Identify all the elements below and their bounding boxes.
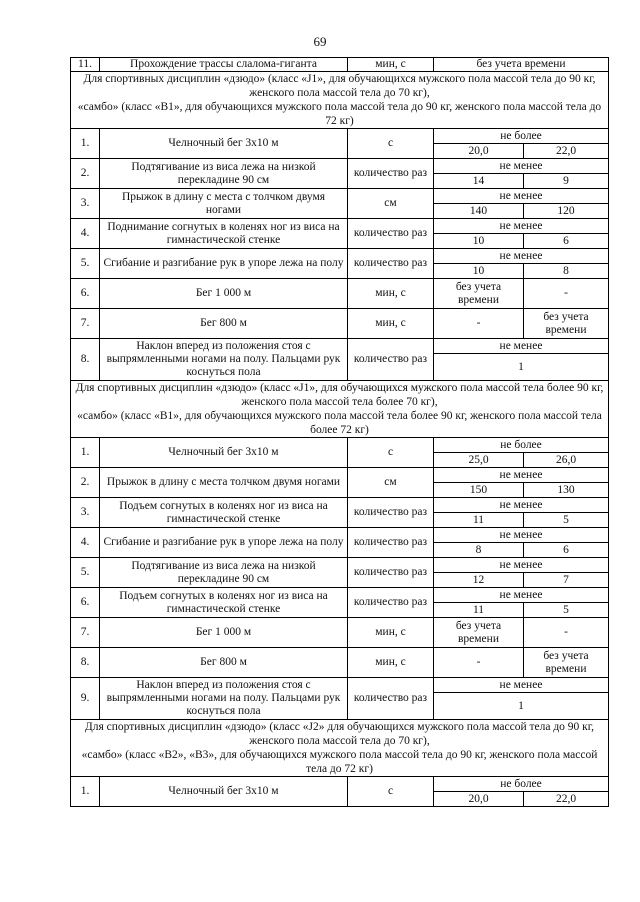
exercise-name: Бег 800 м — [100, 648, 348, 678]
row-number: 1. — [71, 777, 100, 807]
exercise-name: Прыжок в длину с места толчком двумя ногами — [100, 468, 348, 498]
unit-cell: количество раз — [348, 159, 434, 189]
exercise-name: Подъем согнутых в коленях ног из виса на гимнастической стенке — [100, 588, 348, 618]
exercise-name: Бег 1 000 м — [100, 279, 348, 309]
value-cell: 10 — [434, 234, 524, 249]
limit-label: не менее — [434, 339, 609, 354]
table-row — [71, 438, 609, 453]
value-cell: 6 — [524, 543, 609, 558]
unit-cell: мин, с — [348, 648, 434, 678]
section-header-line: Для спортивных дисциплин «дзюдо» (класс «J2» для обучающихся мужского пола массой тела до 90 кг, женского пола массой тела до 70 кг), — [84, 721, 595, 747]
value-cell: - — [524, 618, 609, 648]
value-cell: 20,0 — [434, 792, 524, 807]
row-number: 11. — [71, 58, 100, 72]
limit-label: не менее — [434, 528, 609, 543]
limit-label: не менее — [434, 588, 609, 603]
unit-cell: количество раз — [348, 588, 434, 618]
unit-cell: количество раз — [348, 558, 434, 588]
value-cell: 1 — [434, 693, 609, 720]
row-number: 5. — [71, 249, 100, 279]
value-cell: 22,0 — [524, 144, 609, 159]
unit-cell: количество раз — [348, 678, 434, 720]
exercise-name: Сгибание и разгибание рук в упоре лежа на полу — [100, 249, 348, 279]
row-number: 2. — [71, 159, 100, 189]
row-number: 3. — [71, 189, 100, 219]
section-header-row — [71, 720, 609, 777]
row-number: 8. — [71, 648, 100, 678]
limit-label: не менее — [434, 159, 609, 174]
unit-cell: количество раз — [348, 498, 434, 528]
section-header — [71, 72, 609, 129]
exercise-name: Прохождение трассы слалома-гиганта — [100, 58, 348, 72]
exercise-name: Бег 1 000 м — [100, 618, 348, 648]
section-header-row — [71, 381, 609, 438]
row-number: 6. — [71, 279, 100, 309]
table-row — [71, 558, 609, 573]
table-row — [71, 249, 609, 264]
exercise-name: Наклон вперед из положения стоя с выпрямленными ногами на полу. Пальцами рук коснуться пола — [100, 339, 348, 381]
value-cell: 12 — [434, 573, 524, 588]
value-cell: 5 — [524, 513, 609, 528]
limit-label: не менее — [434, 498, 609, 513]
unit-cell: с — [348, 129, 434, 159]
value-cell: 7 — [524, 573, 609, 588]
unit-cell: мин, с — [348, 279, 434, 309]
table-row — [71, 468, 609, 483]
value-cell: 120 — [524, 204, 609, 219]
unit-cell: см — [348, 468, 434, 498]
table-row — [71, 189, 609, 204]
value-cell: 8 — [524, 264, 609, 279]
section-header-line: «самбо» (класс «B2», «B3», для обучающихся мужского пола массой тела до 90 кг, женского пола массой тела до 72 кг) — [81, 749, 598, 775]
section-header-line: Для спортивных дисциплин «дзюдо» (класс «J1», для обучающихся мужского пола массой тела более 90 кг, женского пола массой тела более 70 кг), — [75, 382, 604, 408]
limit-label: не более — [434, 438, 609, 453]
table-row — [71, 588, 609, 603]
value-cell: 140 — [434, 204, 524, 219]
value-cell: 20,0 — [434, 144, 524, 159]
unit-cell: см — [348, 189, 434, 219]
row-number: 9. — [71, 678, 100, 720]
unit-cell: количество раз — [348, 528, 434, 558]
value-cell: 1 — [434, 354, 609, 381]
row-number: 7. — [71, 309, 100, 339]
exercise-name: Бег 800 м — [100, 309, 348, 339]
limit-label: не менее — [434, 558, 609, 573]
exercise-name: Подтягивание из виса лежа на низкой перекладине 90 см — [100, 558, 348, 588]
table-row — [71, 648, 609, 678]
table-row — [71, 528, 609, 543]
row-number: 5. — [71, 558, 100, 588]
section-header-row — [71, 72, 609, 129]
row-number: 8. — [71, 339, 100, 381]
table-row — [71, 279, 609, 309]
value-cell: 10 — [434, 264, 524, 279]
row-number: 6. — [71, 588, 100, 618]
table-row — [71, 678, 609, 693]
limit-label: не менее — [434, 468, 609, 483]
value-cell: без учета времени — [434, 618, 524, 648]
value-cell: - — [524, 279, 609, 309]
value-cell: 26,0 — [524, 453, 609, 468]
value-cell: 130 — [524, 483, 609, 498]
row-number: 2. — [71, 468, 100, 498]
exercise-name: Сгибание и разгибание рук в упоре лежа на полу — [100, 528, 348, 558]
unit-cell: с — [348, 777, 434, 807]
table-row — [71, 58, 609, 72]
value-cell: 5 — [524, 603, 609, 618]
value-cell: 8 — [434, 543, 524, 558]
unit-cell: количество раз — [348, 249, 434, 279]
table-row — [71, 618, 609, 648]
value-cell: - — [434, 648, 524, 678]
section-header — [71, 720, 609, 777]
exercise-name: Челночный бег 3х10 м — [100, 438, 348, 468]
value-cell: без учета времени — [524, 309, 609, 339]
section-header-line: Для спортивных дисциплин «дзюдо» (класс «J1», для обучающихся мужского пола массой тела до 90 кг, женского пола массой тела до 70 кг), — [83, 73, 596, 99]
table-row — [71, 129, 609, 144]
unit-cell: количество раз — [348, 219, 434, 249]
value-cell: без учета времени — [434, 58, 609, 72]
table-row — [71, 219, 609, 234]
value-cell: 150 — [434, 483, 524, 498]
value-cell: 22,0 — [524, 792, 609, 807]
table-row — [71, 777, 609, 792]
row-number: 1. — [71, 129, 100, 159]
row-number: 3. — [71, 498, 100, 528]
table-row — [71, 498, 609, 513]
standards-table — [70, 57, 609, 807]
page-number: 69 — [313, 34, 327, 49]
unit-cell: мин, с — [348, 618, 434, 648]
table-row — [71, 309, 609, 339]
exercise-name: Челночный бег 3х10 м — [100, 129, 348, 159]
section-header — [71, 381, 609, 438]
row-number: 4. — [71, 219, 100, 249]
exercise-name: Поднимание согнутых в коленях ног из виса на гимнастической стенке — [100, 219, 348, 249]
exercise-name: Подъем согнутых в коленях ног из виса на гимнастической стенке — [100, 498, 348, 528]
exercise-name: Прыжок в длину с места с толчком двумя ногами — [100, 189, 348, 219]
limit-label: не менее — [434, 678, 609, 693]
section-header-line: «самбо» (класс «B1», для обучающихся мужского пола массой тела до 90 кг, женского пола массой тела до 72 кг) — [77, 101, 602, 127]
row-number: 1. — [71, 438, 100, 468]
value-cell: без учета времени — [434, 279, 524, 309]
value-cell: 14 — [434, 174, 524, 189]
value-cell: 6 — [524, 234, 609, 249]
value-cell: 11 — [434, 603, 524, 618]
value-cell: 9 — [524, 174, 609, 189]
value-cell: - — [434, 309, 524, 339]
exercise-name: Наклон вперед из положения стоя с выпрямленными ногами на полу. Пальцами рук коснуться пола — [100, 678, 348, 720]
value-cell: 25,0 — [434, 453, 524, 468]
table-row — [71, 159, 609, 174]
value-cell: без учета времени — [524, 648, 609, 678]
limit-label: не более — [434, 777, 609, 792]
limit-label: не менее — [434, 219, 609, 234]
exercise-name: Челночный бег 3х10 м — [100, 777, 348, 807]
section-header-line: «самбо» (класс «B1», для обучающихся мужского пола массой тела более 90 кг, женского пола массой тела более 72 кг) — [77, 410, 602, 436]
value-cell: 11 — [434, 513, 524, 528]
limit-label: не менее — [434, 189, 609, 204]
unit-cell: мин, с — [348, 58, 434, 72]
unit-cell: мин, с — [348, 309, 434, 339]
row-number: 4. — [71, 528, 100, 558]
limit-label: не более — [434, 129, 609, 144]
exercise-name: Подтягивание из виса лежа на низкой перекладине 90 см — [100, 159, 348, 189]
limit-label: не менее — [434, 249, 609, 264]
unit-cell: количество раз — [348, 339, 434, 381]
row-number: 7. — [71, 618, 100, 648]
unit-cell: с — [348, 438, 434, 468]
table-row — [71, 339, 609, 354]
